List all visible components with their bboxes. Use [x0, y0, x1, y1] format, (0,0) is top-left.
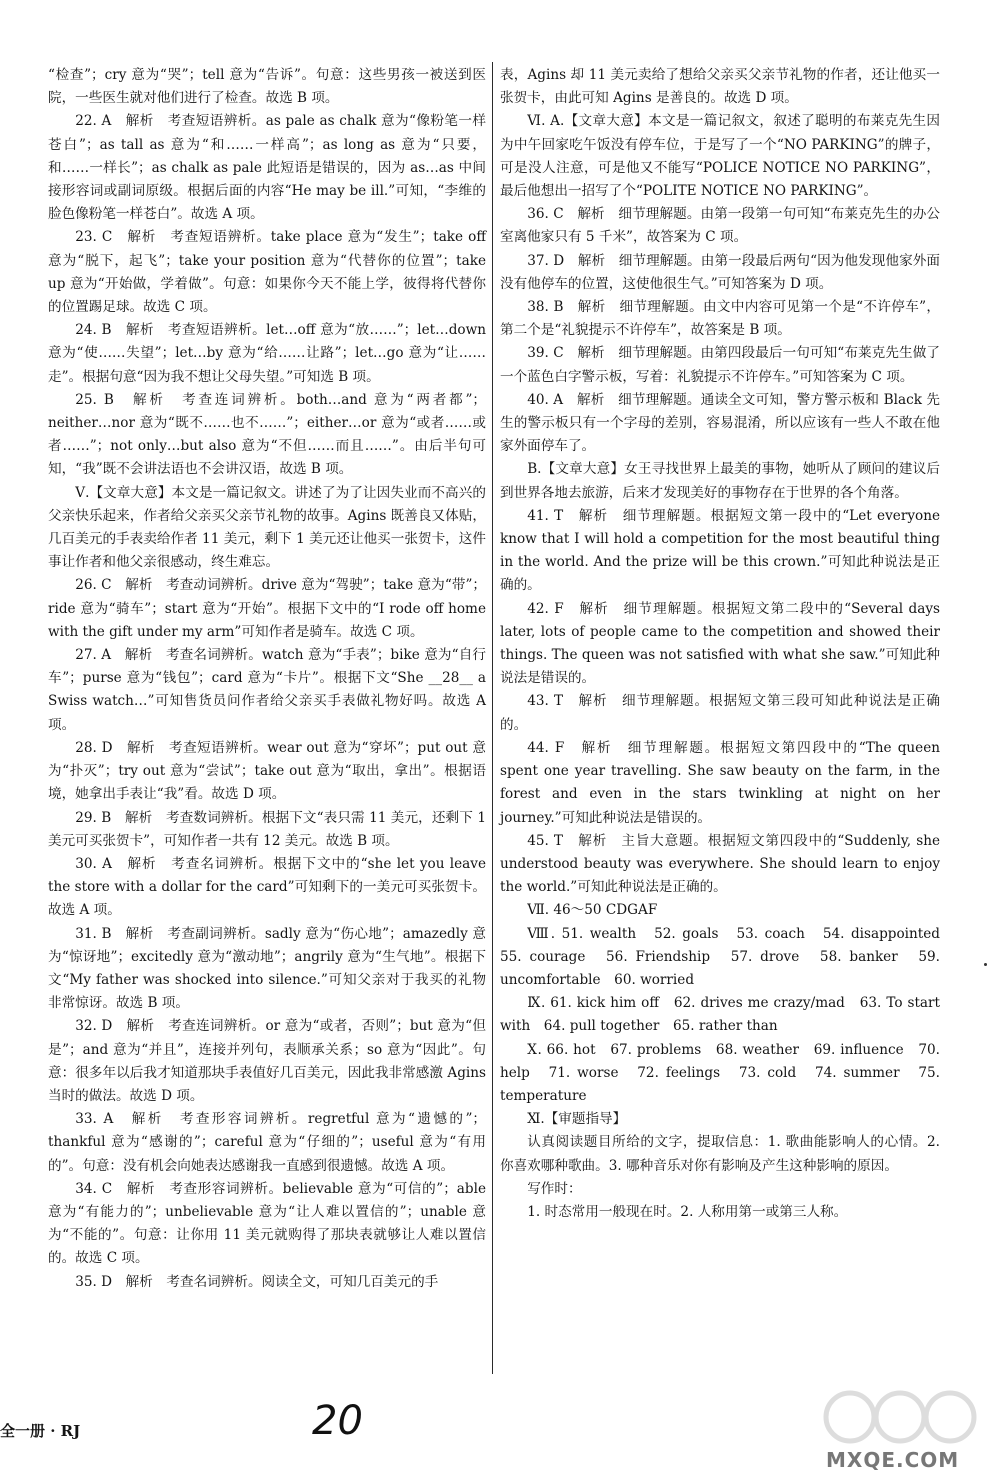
left-paragraph: 22. A 解析 考查短语辨析。as pale as chalk 意为“像粉笔一样苍白”；as tall as 意为“和……一样高”；as long as 意为“只要，和……一样长”；as chalk as pale 此短语是错误的，因为 as…as 中间接形容词或副词原级。根据后面的内容“He may be ill.”可知，“李维的脸色像粉笔一样苍白”。故选 A 项。: [48, 113, 486, 223]
right-paragraph: 1. 时态常用一般现在时。2. 人称用第一或第三人称。: [527, 1203, 848, 1220]
left-paragraph: 35. D 解析 考查名词辨析。阅读全文，可知几百美元的手: [75, 1273, 439, 1290]
column-divider: [492, 62, 493, 1374]
left-paragraph: 34. C 解析 考查形容词辨析。believable 意为“可信的”；able 意为“有能力的”；unbelievable 意为“让人难以置信的”；unable 意为“不能的”。句意：让你用 11 美元就购得了那块表就够让人难以置信的。故选 C 项。: [48, 1180, 486, 1267]
right-paragraph: 42. F 解析 细节理解题。根据短文第二段中的“Several days later, lots of people came to the competition and showed their things. The queen was not satisfied with what she saw.”可知此种说法是错误的。: [500, 600, 940, 687]
left-paragraph: 26. C 解析 考查动词辨析。drive 意为“驾驶”；take 意为“带”；ride 意为“骑车”；start 意为“开始”。根据下文中的“I rode off home with the gift under my arm”可知作者是骑车。故选 C 项。: [48, 577, 486, 640]
right-paragraph: 39. C 解析 细节理解题。由第四段最后一句可知“布莱克先生做了一个蓝色白字警示板，写着：礼貌提示不许停车。”可知答案为 C 项。: [500, 345, 940, 385]
right-paragraph: 表，Agins 却 11 美元卖给了想给父亲买父亲节礼物的作者，还让他买一张贺卡，由此可知 Agins 是善良的。故选 D 项。: [500, 67, 940, 107]
right-paragraph: 40. A 解析 细节理解题。通读全文可知，警方警示板和 Black 先生的警示板只有一个字母的差别，容易混淆，所以应该有一些人不敢在他家外面停车了。: [500, 391, 940, 455]
right-paragraph: 36. C 解析 细节理解题。由第一段第一句可知“布莱克先生的办公室离他家只有 5 千米”，故答案为 C 项。: [500, 206, 940, 246]
page-number: 20: [312, 1398, 363, 1444]
edition-label: 全一册 · RJ: [0, 1422, 81, 1440]
left-paragraph: 23. C 解析 考查短语辨析。take place 意为“发生”；take off 意为“脱下，起飞”；take your position 意为“代替你的位置”；take up 意为“开始做，学着做”。句意：如果你今天不能上学，彼得将代替你的位置踢足球。故选 C 项。: [48, 229, 486, 316]
left-paragraph: Ⅴ.【文章大意】本文是一篇记叙文。讲述了为了让因失业而不高兴的父亲快乐起来，作者给父亲买父亲节礼物的故事。Agins 既善良又体贴，几百美元的手表卖给作者 11 美元，剩下 1 美元还让他买一张贺卡，这件事让作者和他父亲很感动，终生难忘。: [48, 484, 486, 571]
right-paragraph: 写作时：: [527, 1180, 582, 1197]
right-paragraph: 45. T 解析 主旨大意题。根据短文第四段中的“Suddenly, she understood beauty was everywhere. She should learn to enjoy the world.”可知此种说法是正确的。: [500, 832, 940, 896]
right-paragraph: B.【文章大意】女王寻找世界上最美的事物，她听从了顾问的建议后到世界各地去旅游，后来才发现美好的事物存在于世界的各个角落。: [500, 461, 940, 501]
right-paragraph: 38. B 解析 细节理解题。由文中内容可见第一个是“不许停车”，第二个是“礼貌提示不许停车”，故答案是 B 项。: [500, 299, 940, 339]
right-paragraph: 认真阅读题目所给的文字，提取信息：1. 歌曲能影响人的心情。2. 你喜欢哪种歌曲。3. 哪种音乐对你有影响及产生这种影响的原因。: [500, 1134, 940, 1174]
left-column: [48, 64, 486, 1294]
left-paragraph: 31. B 解析 考查副词辨析。sadly 意为“伤心地”；amazedly 意为“惊讶地”；excitedly 意为“激动地”；angrily 意为“生气地”。根据下文“My father was shocked into silence.”可知父亲对于我买的礼物非常惊讶。故选 B 项。: [48, 925, 486, 1012]
right-paragraph: 41. T 解析 细节理解题。根据短文第一段中的“Let everyone know that I will hold a competition for the most beautiful thing in the world. And the prize will be this crown.”可知此种说法是正确的。: [500, 507, 940, 594]
left-paragraph: “检查”；cry 意为“哭”；tell 意为“告诉”。句意：这些男孩一被送到医院，一些医生就对他们进行了检查。故选 B 项。: [48, 67, 486, 107]
left-paragraph: 25. B 解析 考查连词辨析。both…and 意为“两者都”；neither…nor 意为“既不……也不……”；either…or 意为“或者……或者……”；not only…but also 意为“不但……而且……”。由后半句可知，“我”既不会讲法语也不会讲汉语，故选 B 项。: [48, 391, 486, 478]
left-paragraph: 29. B 解析 考查数词辨析。根据下文“表只需 11 美元，还剩下 1 美元可买张贺卡”，可知作者一共有 12 美元。故选 B 项。: [48, 809, 486, 849]
left-paragraph: 33. A 解析 考查形容词辨析。regretful 意为“遗憾的”；thankful 意为“感谢的”；careful 意为“仔细的”；useful 意为“有用的”。句意：没有机会向她表达感谢我一直感到很遗憾。故选 A 项。: [48, 1111, 486, 1174]
right-paragraph: Ⅵ. A.【文章大意】本文是一篇记叙文，叙述了聪明的布莱克先生因为中午回家吃午饭没有停车位，于是写了一个“NO PARKING”的牌子，可是没人注意，可是他又不能写“POLICE NOTICE NO PARKING”，最后他想出一招写了个“POLITE NOTICE NO PARKING”。: [500, 113, 940, 200]
speck: [984, 963, 987, 966]
right-paragraph: Ⅹ. 66. hot 67. problems 68. weather 69. influence 70. help 71. worse 72. feelings 73. cold 74. summer 75. temperature: [500, 1041, 940, 1104]
left-paragraph: 27. A 解析 考查名词辨析。watch 意为“手表”；bike 意为“自行车”；purse 意为“钱包”；card 意为“卡片”。根据下文“She __28__ a Swiss watch…”可知售货员问作者给父亲买手表做礼物好吗。故选 A 项。: [48, 647, 486, 733]
right-column: [500, 64, 954, 1224]
right-paragraph: Ⅺ.【审题指导】: [527, 1111, 627, 1128]
right-paragraph: Ⅸ. 61. kick him off 62. drives me crazy/mad 63. To start with 64. pull together 65. rather than: [500, 995, 940, 1035]
right-paragraph: 43. T 解析 细节理解题。根据短文第三段可知此种说法是正确的。: [500, 693, 940, 733]
left-paragraph: 32. D 解析 考查连词辨析。or 意为“或者，否则”；but 意为“但是”；and 意为“并且”，连接并列句，表顺承关系；so 意为“因此”。句意：很多年以后我才知道那块手表值好几百美元，因此我非常感激 Agins 当时的做法。故选 D 项。: [48, 1018, 486, 1104]
watermark-text: MXQE.COM: [826, 1448, 960, 1472]
right-paragraph: 44. F 解析 细节理解题。根据短文第四段中的“The queen spent one year travelling. She saw beauty on the farm, in the forest and even in the stars twinkling at night on her journey.”可知此种说法是错误的。: [500, 739, 940, 826]
right-paragraph: 37. D 解析 细节理解题。由第一段最后两句“因为他发现他家外面没有他停车的位置，这使他很生气。”可知答案为 D 项。: [500, 252, 940, 292]
right-paragraph: Ⅶ. 46～50 CDGAF: [527, 902, 658, 919]
left-paragraph: 30. A 解析 考查名词辨析。根据下文中的“she let you leave the store with a dollar for the card”可知剩下的一美元可买张贺卡。故选 A 项。: [48, 855, 486, 919]
left-paragraph: 28. D 解析 考查短语辨析。wear out 意为“穿坏”；put out 意为“扑灭”；try out 意为“尝试”；take out 意为“取出，拿出”。根据语境，她拿出手表让“我”看。故选 D 项。: [48, 739, 486, 803]
right-paragraph: Ⅷ. 51. wealth 52. goals 53. coach 54. disappointed 55. courage 56. Friendship 57. drove 58. banker 59. uncomfortable 60. worried: [500, 925, 954, 988]
left-paragraph: 24. B 解析 考查短语辨析。let…off 意为“放……”；let…down 意为“使……失望”；let…by 意为“给……让路”；let…go 意为“让……走”。根据句意“因为我不想让父母失望。”可知选 B 项。: [48, 322, 486, 385]
